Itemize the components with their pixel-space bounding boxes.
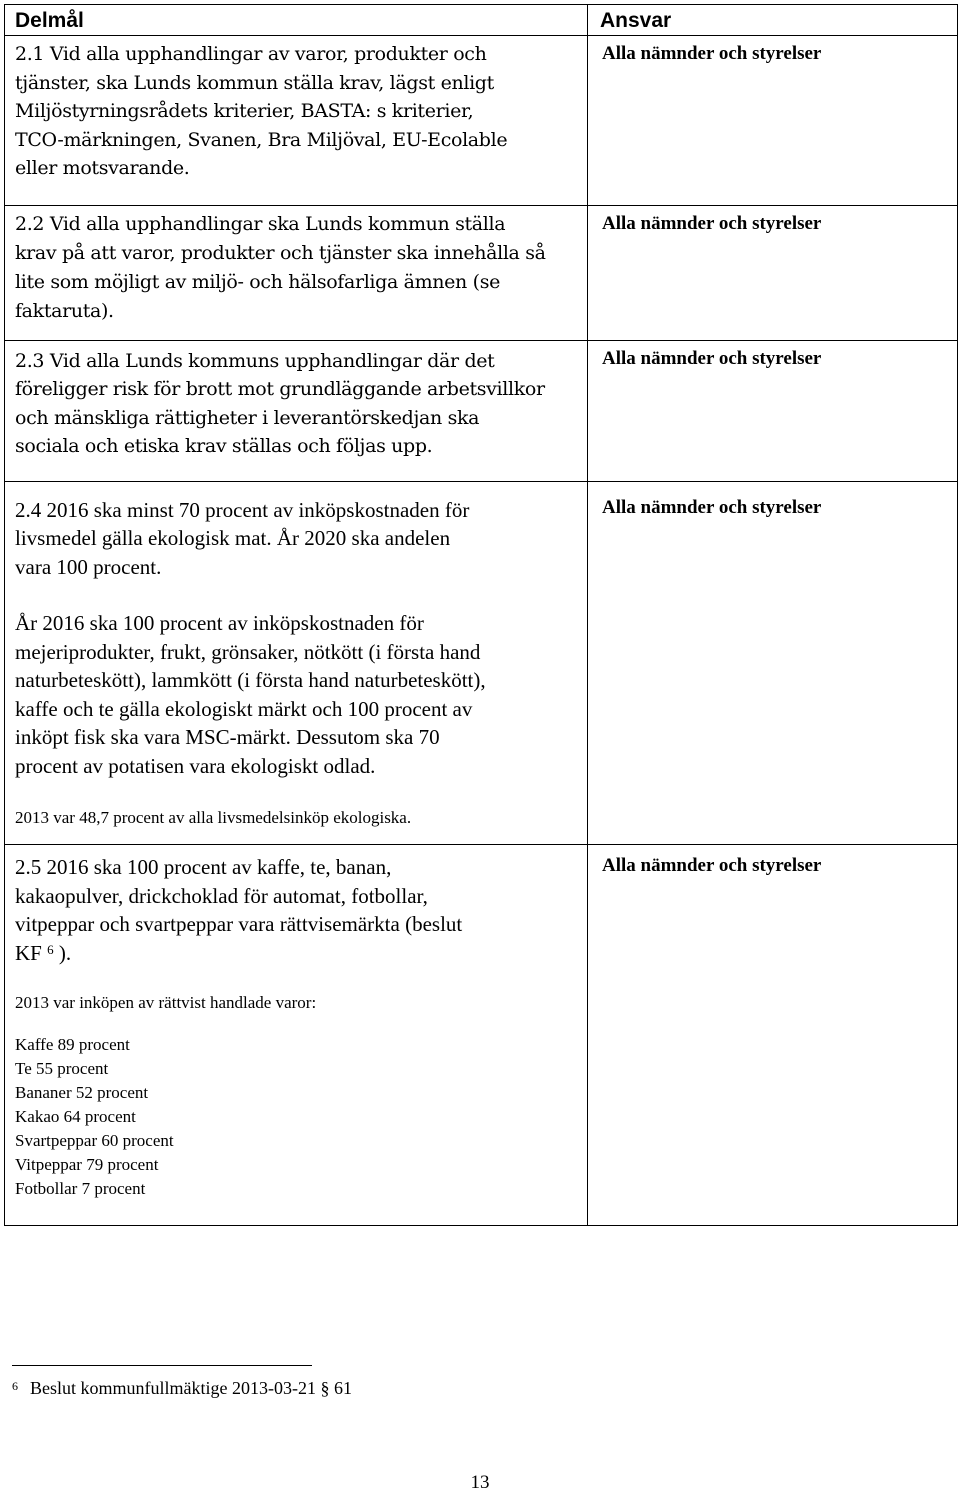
list-item: Kakao 64 procent bbox=[15, 1107, 136, 1127]
fairtrade-list bbox=[5, 1015, 587, 1225]
goal-row-2-1 bbox=[5, 36, 958, 206]
goal-2-3-line: 2.3 Vid alla Lunds kommuns upphandlingar där det bbox=[15, 349, 495, 372]
goal-2-5-line: kakaopulver, drickchoklad för automat, fotbollar, bbox=[15, 883, 428, 908]
goal-2-1-line: eller motsvarande. bbox=[15, 157, 190, 180]
goal-2-1-line: TCO-märkningen, Svanen, Bra Miljöval, EU-Ecolable bbox=[15, 128, 508, 151]
goal-2-1-line: Miljöstyrningsrådets kriterier, BASTA: s kriterier, bbox=[15, 100, 474, 123]
goal-cell-2-2 bbox=[5, 205, 588, 340]
goal-cell-2-4 bbox=[5, 481, 588, 845]
footnote-number: 6 bbox=[12, 1379, 18, 1393]
list-item: Bananer 52 procent bbox=[15, 1083, 149, 1103]
resp-cell-2-3 bbox=[588, 340, 958, 481]
responsible-2-5: Alla nämnder och styrelser bbox=[602, 855, 822, 877]
goal-2-2-line: faktaruta). bbox=[15, 299, 114, 322]
goal-row-2-2 bbox=[5, 205, 958, 340]
footnote bbox=[12, 1376, 352, 1400]
goal-2-4-extra-line: År 2016 ska 100 procent av inköpskostnaden för bbox=[15, 611, 424, 636]
list-item: Svartpeppar 60 procent bbox=[15, 1131, 174, 1151]
goal-2-4-line: livsmedel gälla ekologisk mat. År 2020 ska andelen bbox=[15, 526, 451, 551]
goal-row-2-5 bbox=[5, 845, 958, 1226]
header-delmal: Delmål bbox=[15, 9, 84, 32]
resp-cell-2-2 bbox=[588, 205, 958, 340]
goal-2-4-line: 2.4 2016 ska minst 70 procent av inköpskostnaden för bbox=[15, 497, 470, 522]
goal-2-5-line: 2.5 2016 ska 100 procent av kaffe, te, banan, bbox=[15, 855, 392, 880]
resp-cell-2-1 bbox=[588, 36, 958, 206]
goal-2-4-extra-line: mejeriprodukter, frukt, grönsaker, nötkött (i första hand bbox=[15, 639, 481, 664]
responsible-2-4: Alla nämnder och styrelser bbox=[602, 496, 822, 518]
goal-2-4-extra-line: naturbeteskött), lammkött (i första hand naturbeteskött), bbox=[15, 668, 486, 693]
goal-2-5-line: vitpeppar och svartpeppar vara rättvisemärkta (beslut bbox=[15, 912, 463, 937]
goal-2-2-line: lite som möjligt av miljö- och hälsofarliga ämnen (se bbox=[15, 270, 500, 293]
goal-2-4-extra-line: kaffe och te gälla ekologiskt märkt och 100 procent av bbox=[15, 696, 473, 721]
goal-2-2-line: 2.2 Vid alla upphandlingar ska Lunds kommun ställa bbox=[15, 212, 506, 235]
header-cell-delmal bbox=[5, 5, 588, 36]
goal-2-2-line: krav på att varor, produkter och tjänster ska innehålla så bbox=[15, 241, 546, 264]
resp-cell-2-5 bbox=[588, 845, 958, 1226]
goal-cell-2-5 bbox=[5, 845, 588, 1226]
goal-2-5-last-prefix: KF bbox=[15, 940, 48, 965]
footnote-text: Beslut kommunfullmäktige 2013-03-21 § 61 bbox=[30, 1378, 352, 1398]
list-item: Kaffe 89 procent bbox=[15, 1035, 130, 1055]
header-ansvar: Ansvar bbox=[600, 9, 672, 32]
goal-2-1-line: 2.1 Vid alla upphandlingar av varor, produkter och bbox=[15, 43, 487, 65]
responsible-2-1: Alla nämnder och styrelser bbox=[602, 43, 822, 64]
resp-cell-2-4 bbox=[588, 481, 958, 845]
list-item: Vitpeppar 79 procent bbox=[15, 1155, 159, 1175]
goal-2-4-extra-line: procent av potatisen vara ekologiskt odlad. bbox=[15, 753, 376, 778]
goal-2-5-last-suffix: ). bbox=[53, 940, 72, 965]
list-item: Te 55 procent bbox=[15, 1059, 109, 1079]
goal-2-1-line: tjänster, ska Lunds kommun ställa krav, lägst enligt bbox=[15, 71, 494, 94]
goals-table bbox=[4, 4, 958, 1226]
goal-2-3-line: föreligger risk för brott mot grundläggande arbetsvillkor bbox=[15, 378, 545, 401]
list-item: Fotbollar 7 procent bbox=[15, 1179, 146, 1199]
goal-row-2-3 bbox=[5, 340, 958, 481]
goal-cell-2-1 bbox=[5, 36, 588, 206]
footnote-ref: 6 bbox=[47, 941, 54, 957]
page-number: 13 bbox=[470, 1472, 490, 1493]
goal-2-5-last-line bbox=[15, 939, 581, 968]
goal-row-2-4 bbox=[5, 481, 958, 845]
goal-2-4-note: 2013 var 48,7 procent av alla livsmedelsinköp ekologiska. bbox=[15, 808, 412, 828]
responsible-2-2: Alla nämnder och styrelser bbox=[602, 212, 822, 234]
goal-2-5-note: 2013 var inköpen av rättvist handlade varor: bbox=[15, 993, 317, 1013]
responsible-2-3: Alla nämnder och styrelser bbox=[602, 347, 822, 369]
header-row bbox=[5, 5, 958, 36]
goal-2-4-line: vara 100 procent. bbox=[15, 554, 162, 579]
header-cell-ansvar bbox=[588, 5, 958, 36]
goal-2-4-extra-line: inköpt fisk ska vara MSC-märkt. Dessutom ska 70 bbox=[15, 725, 440, 750]
goal-2-3-line: och mänskliga rättigheter i leverantörskedjan ska bbox=[15, 406, 480, 429]
goal-2-3-line: sociala och etiska krav ställas och följas upp. bbox=[15, 435, 433, 458]
footnote-divider bbox=[12, 1365, 312, 1366]
goal-cell-2-3 bbox=[5, 340, 588, 481]
